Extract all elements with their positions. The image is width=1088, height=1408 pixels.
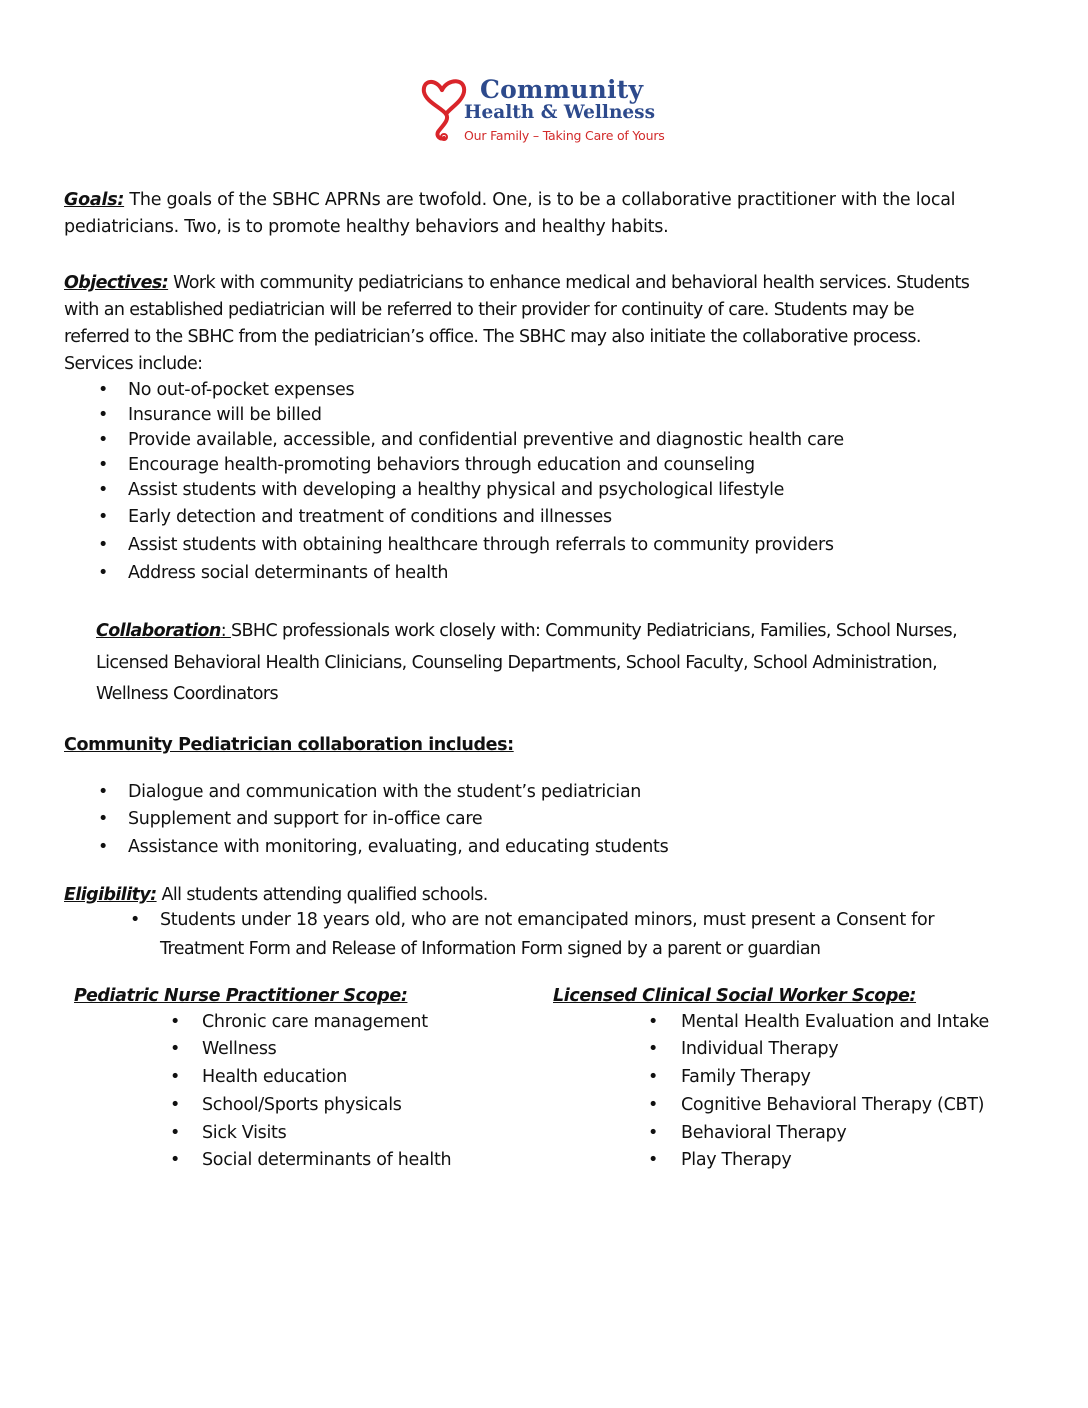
bullet-icon: • [170, 1095, 181, 1115]
objectives-line-1 [64, 270, 969, 297]
goals-line-2: pediatricians. Two, is to promote healthy behaviors and healthy habits. [64, 217, 669, 237]
bullet-icon: • [98, 782, 109, 802]
document-page: Community Health & Wellness Our Family – Taking Care of Yours Goals: The goals of the SBHC APRNs are twofold. One, is to be a collaborative practitioner with the local pediatricians. Two, is to promote healthy behaviors and healthy habits. Objectives: Work with community pediatricians to enhance medical and behavioral health services. Students with an established pediatrician will be referred to their provider for continuity of care. Students may be referred to the SBHC from the pediatrician’s office. The SBHC may also initiate the collaborative process. Services include: • No out-of-pocket expenses • Insurance will be billed • Provide available, accessible, and confidential preventive and diagnostic health care • Encourage health-promoting behaviors through education and counseling • Assist students with developing a healthy physical and psychological lifestyle • Early detection and treatment of conditions and illnesses • Assist students with obtaining healthcare through referrals to community providers • Address social determinants of health Collaboration: SBHC professionals work closely with: Community Pediatricians, Families, School Nurses, Licensed Behavioral Health Clinicians, Counseling Departments, School Faculty, School Administration, Wellness Coordinators Community Pediatrician collaboration includes: • Dialogue and communication with the student’s pediatrician • Supplement and support for in-office care • Assistance with monitoring, evaluating, and educating students Eligibility: All students attending qualified schools. • Students under 18 years old, who are not emancipated minors, must present a Consent for Treatment Form and Release of Information Form signed by a parent or guardian Pediatric Nurse Practitioner Scope: • Chronic care management • Wellness • Health education • School/Sports physicals • Sick Visits • Social determinants of health Licensed Clinical Social Worker Scope: • Mental Health Evaluation and Intake • Individual Therapy • Family Therapy • Cognitive Behavioral Therapy (CBT) • Behavioral Therapy • Play Therapy [64, 75, 989, 1170]
bullet-icon: • [648, 1095, 659, 1115]
pediatrician-heading: Community Pediatrician collaboration includes: [64, 735, 514, 755]
eligibility-bullet-cont: Treatment Form and Release of Information Form signed by a parent or guardian [160, 939, 821, 959]
bullet-icon: • [648, 1039, 659, 1059]
eligibility-line: Eligibility: All students attending qualified schools. [64, 885, 488, 905]
collaboration-line-2: Licensed Behavioral Health Clinicians, Counseling Departments, School Faculty, School Administration, [96, 653, 938, 673]
objectives-line-3: referred to the SBHC from the pediatrician’s office. The SBHC may also initiate the collaborative process. [64, 327, 921, 347]
bullet-icon: • [648, 1067, 659, 1087]
bullet-icon: • [98, 430, 109, 450]
bullet-icon: • [170, 1039, 181, 1059]
logo [420, 76, 680, 152]
bullet-icon: • [98, 535, 109, 555]
bullet-icon: • [648, 1012, 659, 1032]
bullet-icon: • [98, 837, 109, 857]
heart-stethoscope-icon [420, 76, 470, 142]
bullet-icon: • [648, 1150, 659, 1170]
goals-line-1 [64, 187, 955, 214]
logo-subtitle: Health & Wellness [464, 102, 655, 123]
collaboration-line-1: Collaboration: SBHC professionals work closely with: Community Pediatricians, Families, School Nurses, [96, 621, 958, 641]
logo-tagline: Our Family – Taking Care of Yours [464, 128, 665, 143]
goals-label: Goals: [64, 190, 125, 210]
bullet-icon: • [648, 1123, 659, 1143]
bullet-icon: • [98, 563, 109, 583]
bullet-icon: • [98, 507, 109, 527]
bullet-icon: • [98, 480, 109, 500]
objectives-line-4: Services include: [64, 354, 203, 374]
bullet-icon: • [170, 1067, 181, 1087]
objectives-line-2: with an established pediatrician will be referred to their provider for continuity of care. Students may be [64, 300, 914, 320]
bullet-icon: • [170, 1012, 181, 1032]
bullet-icon: • [170, 1123, 181, 1143]
goals-text: The goals of the SBHC APRNs are twofold. One, is to be a collaborative practitioner with the local [124, 190, 956, 210]
bullet-icon: • [98, 455, 109, 475]
pnp-scope-heading: Pediatric Nurse Practitioner Scope: [74, 986, 408, 1006]
eligibility-label: Eligibility: [64, 885, 157, 905]
collaboration-line-3: Wellness Coordinators [96, 684, 279, 704]
collaboration-label: Collaboration [96, 621, 221, 641]
objectives-label: Objectives: [64, 273, 169, 293]
objectives-text: Work with community pediatricians to enhance medical and behavioral health services. Students [168, 273, 970, 293]
lcsw-scope-heading: Licensed Clinical Social Worker Scope: [553, 986, 917, 1006]
bullet-icon: • [98, 405, 109, 425]
bullet-icon: • [98, 809, 109, 829]
logo-title: Community [480, 75, 644, 104]
bullet-icon: • [98, 380, 109, 400]
bullet-icon: • [130, 910, 141, 930]
bullet-icon: • [170, 1150, 181, 1170]
